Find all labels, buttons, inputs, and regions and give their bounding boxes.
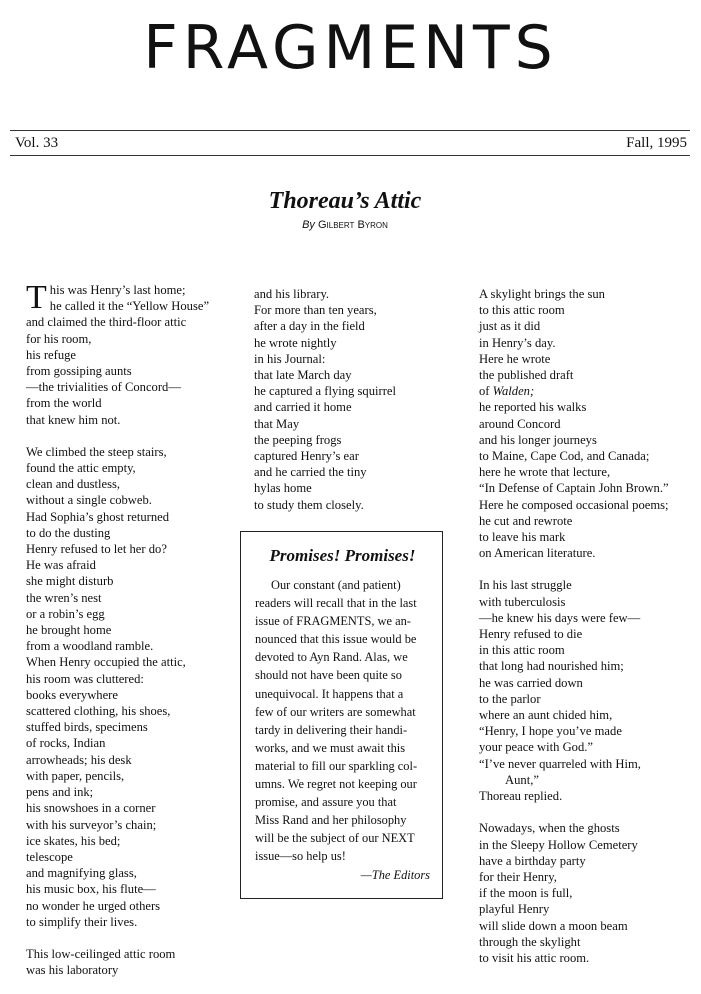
sidebar-line: nounced that this issue would be bbox=[255, 632, 417, 647]
poem-line: in his Journal: bbox=[254, 351, 326, 366]
poem-line: on American literature. bbox=[479, 546, 596, 561]
stanza bbox=[26, 444, 236, 930]
poem-column-right bbox=[479, 286, 694, 982]
poem-line: to the parlor bbox=[479, 691, 541, 706]
poem-line: in Henry’s day. bbox=[479, 335, 556, 350]
volume-label: Vol. 33 bbox=[15, 135, 59, 151]
poem-line: “Henry, I hope you’ve made bbox=[479, 724, 622, 739]
poem-line: that late March day bbox=[254, 368, 352, 383]
poem-line: Thoreau replied. bbox=[479, 789, 563, 804]
poem-line: no wonder he urged others bbox=[26, 898, 161, 913]
sidebar-line: few of our writers are somewhat bbox=[255, 704, 416, 719]
poem-line: he brought home bbox=[26, 623, 112, 638]
poem-line: his refuge bbox=[26, 347, 77, 362]
poem-line: He was afraid bbox=[26, 558, 96, 573]
poem-column-left bbox=[26, 279, 236, 994]
header-rule-bottom bbox=[10, 155, 690, 156]
poem-line: in the Sleepy Hollow Cemetery bbox=[479, 837, 638, 852]
issue-date: Fall, 1995 bbox=[626, 135, 687, 151]
poem-line: have a birthday party bbox=[479, 853, 586, 868]
poem-line: with tuberculosis bbox=[479, 594, 566, 609]
poem-line: his was Henry’s last home; bbox=[49, 283, 186, 297]
sidebar-line: unequivocal. It happens that a bbox=[255, 686, 404, 701]
poem-line: he captured a flying squirrel bbox=[254, 384, 396, 399]
poem-line: arrowheads; his desk bbox=[26, 752, 132, 767]
sidebar-line: readers will recall that in the last bbox=[255, 596, 417, 611]
poem-line: after a day in the field bbox=[254, 319, 365, 334]
poem-line: with his surveyor’s chain; bbox=[26, 817, 157, 832]
poem-line: to study them closely. bbox=[254, 497, 364, 512]
stanza bbox=[479, 577, 694, 804]
poem-line: “In Defense of Captain John Brown.” bbox=[479, 481, 669, 496]
poem-line: the published draft bbox=[479, 368, 574, 383]
poem-line: if the moon is full, bbox=[479, 886, 573, 901]
sidebar-line: Our constant (and patient) bbox=[271, 578, 401, 592]
poem-line: A skylight brings the sun bbox=[479, 287, 605, 301]
poem-line: he cut and rewrote bbox=[479, 513, 573, 528]
author-name: Gilbert Byron bbox=[317, 219, 388, 231]
poem-line: from gossiping aunts bbox=[26, 364, 132, 379]
poem-line: hylas home bbox=[254, 481, 312, 496]
poem-line: and claimed the third-floor attic bbox=[26, 315, 187, 330]
sidebar-signature: —The Editors bbox=[360, 867, 430, 882]
poem-line: clean and dustless, bbox=[26, 477, 121, 492]
poem-line: of Walden; bbox=[479, 384, 535, 399]
poem-line: For more than ten years, bbox=[254, 303, 377, 318]
stanza bbox=[479, 820, 694, 966]
poem-line: Aunt,” bbox=[505, 772, 539, 787]
poem-line: Nowadays, when the ghosts bbox=[479, 821, 620, 836]
sidebar-box bbox=[240, 531, 443, 899]
poem-line: to visit his attic room. bbox=[479, 950, 590, 965]
poem-line: or a robin’s egg bbox=[26, 606, 105, 621]
sidebar-line: promise, and assure you that bbox=[255, 795, 397, 810]
poem-line: that knew him not. bbox=[26, 412, 121, 427]
sidebar-line: will be the subject of our NEXT bbox=[255, 831, 415, 846]
poem-line: We climbed the steep stairs, bbox=[26, 444, 167, 459]
sidebar-line: Miss Rand and her philosophy bbox=[255, 813, 407, 828]
poem-line: stuffed birds, specimens bbox=[26, 720, 148, 735]
poem-line: was his laboratory bbox=[26, 963, 119, 978]
drop-cap: T bbox=[26, 279, 47, 316]
poem-line: here he wrote that lecture, bbox=[479, 465, 611, 480]
byline bbox=[230, 219, 460, 231]
poem-line: and carried it home bbox=[254, 400, 352, 415]
poem-line: “I’ve never quarreled with Him, bbox=[479, 756, 641, 771]
sidebar-line: works, and we must await this bbox=[255, 740, 406, 755]
poem-line: with paper, pencils, bbox=[26, 768, 125, 783]
poem-line: When Henry occupied the attic, bbox=[26, 655, 186, 670]
poem-line: he wrote nightly bbox=[254, 335, 337, 350]
poem-line: she might disturb bbox=[26, 574, 114, 589]
poem-line: —he knew his days were few— bbox=[479, 610, 641, 625]
poem-line: This low-ceilinged attic room bbox=[26, 946, 176, 961]
poem-line: will slide down a moon beam bbox=[479, 918, 628, 933]
poem-line: around Concord bbox=[479, 416, 561, 431]
masthead-title: FRAGMENTS bbox=[143, 13, 558, 83]
stanza bbox=[479, 286, 694, 561]
poem-line: his room was cluttered: bbox=[26, 671, 144, 686]
poem-line: to do the dusting bbox=[26, 525, 111, 540]
poem-line: to Maine, Cape Cod, and Canada; bbox=[479, 449, 650, 464]
poem-line: the wren’s nest bbox=[26, 590, 102, 605]
sidebar-line: material to fill our sparkling col- bbox=[255, 758, 418, 773]
poem-line: to this attic room bbox=[479, 303, 565, 318]
article-title: Thoreau’s Attic bbox=[268, 188, 422, 214]
poem-line: to leave his mark bbox=[479, 530, 566, 545]
sidebar-line: devoted to Ayn Rand. Alas, we bbox=[255, 650, 408, 665]
sidebar-line: issue—so help us! bbox=[255, 849, 346, 864]
poem-line: that May bbox=[254, 416, 300, 431]
poem-line: in this attic room bbox=[479, 643, 565, 658]
byline-prefix: By bbox=[302, 219, 315, 231]
poem-line: through the skylight bbox=[479, 934, 581, 949]
stanza bbox=[26, 279, 236, 428]
header-rule-top bbox=[10, 130, 690, 131]
poem-line: captured Henry’s ear bbox=[254, 449, 359, 464]
poem-line: from the world bbox=[26, 396, 102, 411]
poem-line: In his last struggle bbox=[479, 578, 572, 593]
sidebar-line: issue of FRAGMENTS, we an- bbox=[255, 614, 411, 629]
poem-line: —the trivialities of Concord— bbox=[26, 380, 181, 395]
poem-line: of rocks, Indian bbox=[26, 736, 106, 751]
poem-column-middle bbox=[254, 286, 454, 529]
poem-line: he reported his walks bbox=[479, 400, 587, 415]
stanza bbox=[26, 946, 236, 978]
poem-line: and his longer journeys bbox=[479, 432, 597, 447]
poem-line: ice skates, his bed; bbox=[26, 833, 121, 848]
poem-line: just as it did bbox=[479, 319, 541, 334]
poem-line: Here he wrote bbox=[479, 351, 551, 366]
sidebar-line: tardy in delivering their handi- bbox=[255, 722, 408, 737]
poem-line: his music box, his flute— bbox=[26, 882, 156, 897]
sidebar-body bbox=[255, 576, 430, 866]
poem-line: to simplify their lives. bbox=[26, 914, 138, 929]
poem-line: Had Sophia’s ghost returned bbox=[26, 509, 170, 524]
poem-line: found the attic empty, bbox=[26, 461, 136, 476]
poem-line: books everywhere bbox=[26, 687, 118, 702]
poem-line: where an aunt chided him, bbox=[479, 708, 613, 723]
book-title: Walden; bbox=[492, 384, 535, 399]
poem-line: and he carried the tiny bbox=[254, 465, 367, 480]
sidebar-title: Promises! Promises! bbox=[269, 546, 416, 565]
poem-line: telescope bbox=[26, 849, 73, 864]
poem-line: pens and ink; bbox=[26, 785, 94, 800]
poem-line: the peeping frogs bbox=[254, 432, 342, 447]
poem-line: he called it the “Yellow House” bbox=[49, 299, 210, 314]
sidebar-line: should not have been quite so bbox=[255, 668, 402, 683]
poem-line: that long had nourished him; bbox=[479, 659, 624, 674]
poem-line: Here he composed occasional poems; bbox=[479, 497, 669, 512]
poem-line: for his room, bbox=[26, 331, 92, 346]
stanza bbox=[254, 286, 454, 513]
poem-line: your peace with God.” bbox=[479, 740, 594, 755]
poem-line: and magnifying glass, bbox=[26, 866, 137, 881]
poem-line: and his library. bbox=[254, 287, 330, 301]
sidebar-line: umns. We regret not keeping our bbox=[255, 777, 417, 792]
poem-line: for their Henry, bbox=[479, 869, 557, 884]
poem-line: he was carried down bbox=[479, 675, 583, 690]
poem-line: his snowshoes in a corner bbox=[26, 801, 156, 816]
poem-line: Henry refused to let her do? bbox=[26, 542, 167, 557]
poem-line: without a single cobweb. bbox=[26, 493, 152, 508]
poem-line: Henry refused to die bbox=[479, 627, 583, 642]
poem-line: scattered clothing, his shoes, bbox=[26, 704, 171, 719]
poem-line: from a woodland ramble. bbox=[26, 639, 154, 654]
poem-line: playful Henry bbox=[479, 902, 550, 917]
